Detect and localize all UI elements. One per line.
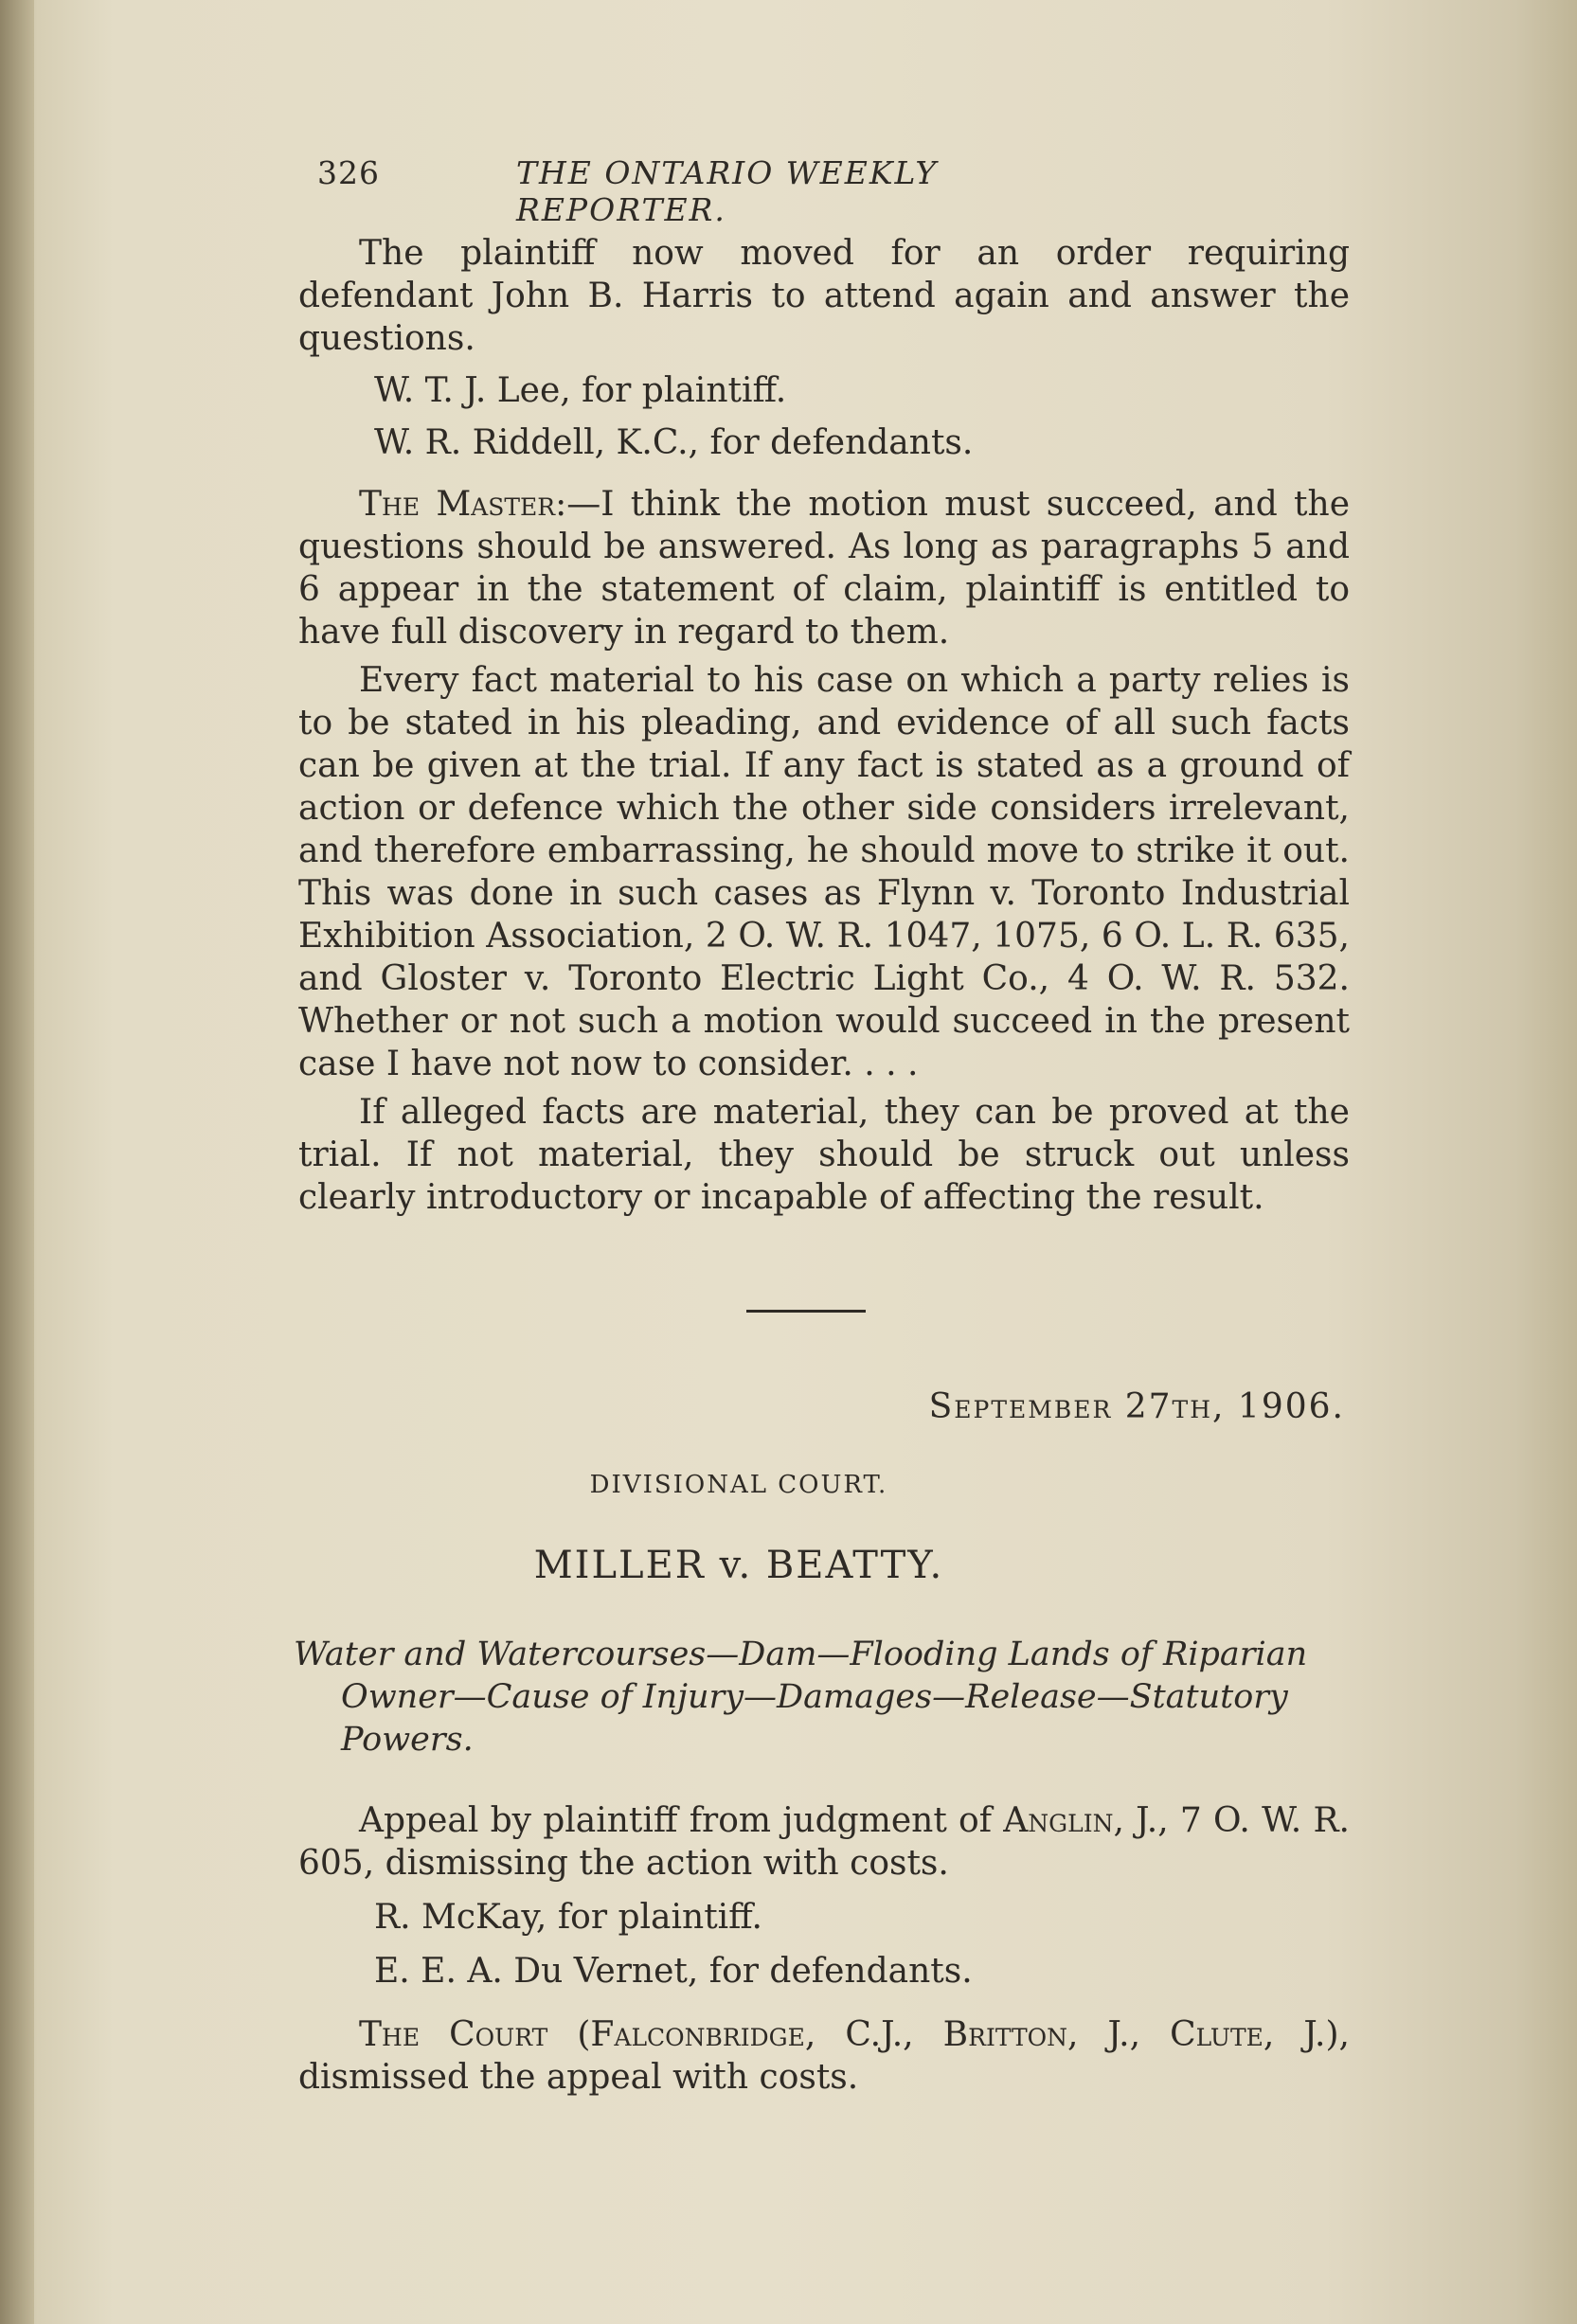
appeal-judge: Anglin: [1003, 1801, 1114, 1840]
court-name: DIVISIONAL COURT.: [589, 1471, 888, 1499]
motion-paragraph: The plaintiff now moved for an order requiring defendant John B. Harris to attend again and answer the questions.: [298, 234, 1350, 358]
judge1-suffix: , C.J.,: [804, 2015, 943, 2054]
judgment-section: [298, 483, 1350, 1219]
judge-britton: Britton: [942, 2015, 1068, 2054]
case-title: MILLER v. BEATTY.: [533, 1544, 944, 1587]
appeal-paragraph: [298, 1799, 1350, 1885]
judgment-paragraph-3: If alleged facts are material, they can be proved at the trial. If not material, they should be struck out unless clearly introductory or incapable of affecting the result.: [298, 1093, 1350, 1217]
judgment-paragraph-2: Every fact material to his case on which a party relies is to be stated in his pleading, and evidence of all such facts can be given at the trial. If any fact is stated as a ground of action or defence which the other side considers irrelevant, and therefore embarrassing, he should move to strike it out. This was done in such cases as Flynn v. Toronto Industrial Exhibition Association, 2 O. W. R. 1047, 1075, 6 O. L. R. 635, and Gloster v. Toronto Electric Light Co., 4 O. W. R. 532. Whether or not such a motion would succeed in the present case I have not now to consider. . . .: [298, 661, 1350, 1083]
disposition-paragraph: [298, 2013, 1350, 2099]
section-divider: [746, 1310, 866, 1313]
decision-date: September 27th, 1906.: [928, 1387, 1345, 1426]
judge2-suffix: , J.,: [1067, 2015, 1171, 2054]
appeal-text-end: , J., 7 O. W. R. 605, dismissing the action with costs.: [298, 1801, 1350, 1883]
book-spine-shadow: [0, 0, 34, 2324]
judgment-paragraph-1-text: :—I think the motion must succeed, and the questions should be answered. As long as paragraphs 5 and 6 appear in the statement of claim, plaintiff is entitled to have full discovery in regard to them.: [298, 485, 1350, 652]
second-case-body: [298, 1799, 1350, 2099]
judgment-paragraph-1: [298, 483, 1350, 653]
judge-falconbridge: Falconbridge: [590, 2015, 805, 2054]
disposition-open: (: [547, 2015, 591, 2054]
judge-clute: Clute: [1170, 2015, 1263, 2054]
headnote: Water and Watercourses—Dam—Flooding Lands of Riparian Owner—Cause of Injury—Damages—Release—Statutory Powers.: [294, 1636, 1308, 1759]
running-title: THE ONTARIO WEEKLY REPORTER.: [516, 154, 939, 228]
disposition-close: , J.), dismissed the appeal with costs.: [298, 2015, 1350, 2097]
counsel-defendants-line: W. R. Riddell, K.C., for defendants.: [374, 423, 974, 462]
running-header: [317, 154, 1151, 228]
second-counsel-plaintiff: R. McKay, for plaintiff.: [374, 1898, 762, 1937]
page-number: 326: [317, 154, 380, 191]
counsel-plaintiff-line: W. T. J. Lee, for plaintiff.: [374, 371, 787, 410]
disposition-court: The Court: [359, 2015, 548, 2054]
speaker-name: The Master: [359, 485, 556, 524]
appeal-text-start: Appeal by plaintiff from judgment of: [359, 1801, 1004, 1840]
second-counsel-defendants: E. E. A. Du Vernet, for defendants.: [374, 1952, 973, 1991]
opening-section: [298, 232, 1350, 464]
